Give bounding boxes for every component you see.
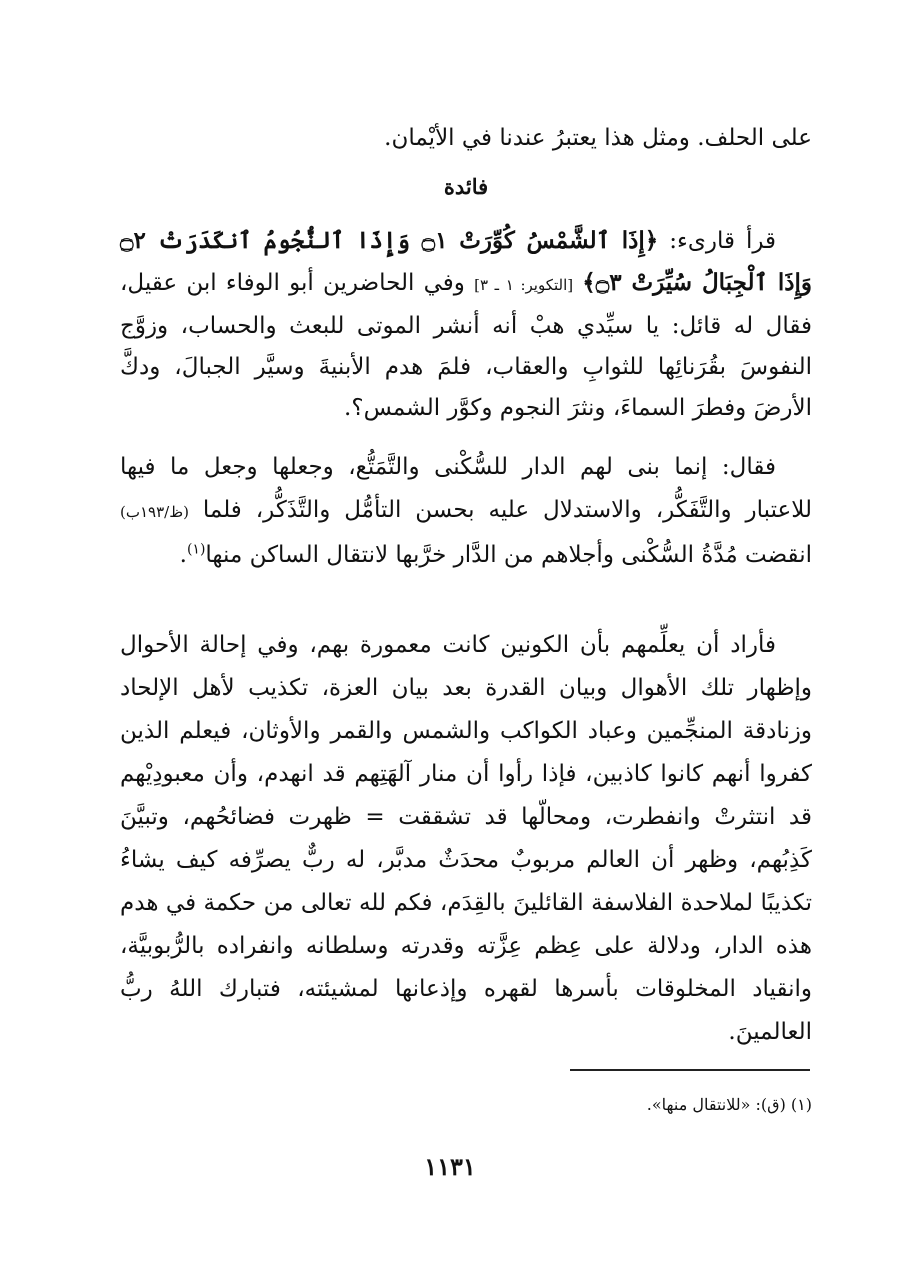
paragraph-1-rest: وفي الحاضرين أبو الوفاء ابن عقيل، فقال له قائل: يا سيِّدي هبْ أنه أنشر الموتى للبعث والحساب، وزوَّج النفوسَ بقُرَنائِها للثوابِ والعقاب، فلمَ هدم الأبنيةَ وسيَّر الجبالَ، ودكَّ الأرضَ وفطرَ السماءَ، ونثرَ النجوم وكوَّر الشمس؟. xyxy=(120,270,812,421)
page-number: ١١٣١ xyxy=(424,1152,476,1181)
paragraph-2-end: . xyxy=(179,542,187,568)
paragraph-1-lead: قرأ قارىء: xyxy=(669,228,777,254)
footnote-text: (ق): «للانتقال منها». xyxy=(646,1095,786,1114)
paragraph-2-start: فقال: إنما بنى لهم الدار للسُّكْنى والتَّمَتُّع، وجعلها وجعل ما فيها للاعتبار والتَّفَكُّر، والاستدلال عليه بحسن التأمُّل والتَّذَكُّر، فلما xyxy=(120,454,813,523)
footnote xyxy=(420,1092,812,1118)
footnote-reference[interactable]: (١) xyxy=(186,541,206,558)
footnote-number: (١) xyxy=(790,1095,812,1114)
manuscript-marker: (ظ/١٩٣ب) xyxy=(120,503,189,521)
paragraph-2-middle: انقضت مُدَّةُ السُّكْنى وأجلاهم من الدَّار خرَّبها لانتقال الساكن منها xyxy=(205,542,812,568)
footnote-divider xyxy=(570,1069,810,1071)
paragraph-2 xyxy=(120,446,812,577)
quran-verse: ﴿إِذَا ٱلشَّمْسُ كُوِّرَتْ ۝١ وَإِذَا ٱلنُّجُومُ ٱنكَدَرَتْ ۝٢ وَإِذَا ٱلْجِبَالُ سُيِّرَتْ ۝٣﴾ xyxy=(120,227,812,296)
verse-reference: [التكوير: ١ ـ ٣] xyxy=(474,276,574,294)
section-heading: فائدة xyxy=(443,174,489,199)
paragraph-3: فأراد أن يعلِّمهم بأن الكونين كانت معمورة بهم، وفي إحالة الأحوال وإظهار تلك الأهوال وبيان القدرة بعد بيان العزة، تكذيب لأهل الإلحاد وزنادقة المنجِّمين وعباد الكواكب والشمس والقمر والأوثان، فيعلم الذين كفروا أنهم كانوا كاذبين، فإذا رأوا أن منار آلهَتِهم قد انهدم، وأن معبودِيْهم قد انتثرتْ وانفطرت، ومحالّها قد تشققت = ظهرت فضائحُهم، وتبيَّنَ كَذِبُهم، وظهر أن العالم مربوبٌ محدَثٌ مدبَّر، له ربٌّ يصرِّفه كيف يشاءُ تكذيبًا لملاحدة الفلاسفة القائلينَ بالقِدَم، فكم لله تعالى من حكمة في هدم هذه الدار، ودلالة على عِظم عِزَّته وقدرته وسلطانه وانفراده بالرُّبوبيَّة، وانقياد المخلوقات بأسرها لقهره وإذعانها لمشيئته، فتبارك اللهُ ربُّ العالمينَ. xyxy=(120,632,812,1045)
paragraph-1 xyxy=(120,220,812,429)
opening-line: على الحلف. ومثل هذا يعتبرُ عندنا في الأيْمان. xyxy=(384,125,812,151)
